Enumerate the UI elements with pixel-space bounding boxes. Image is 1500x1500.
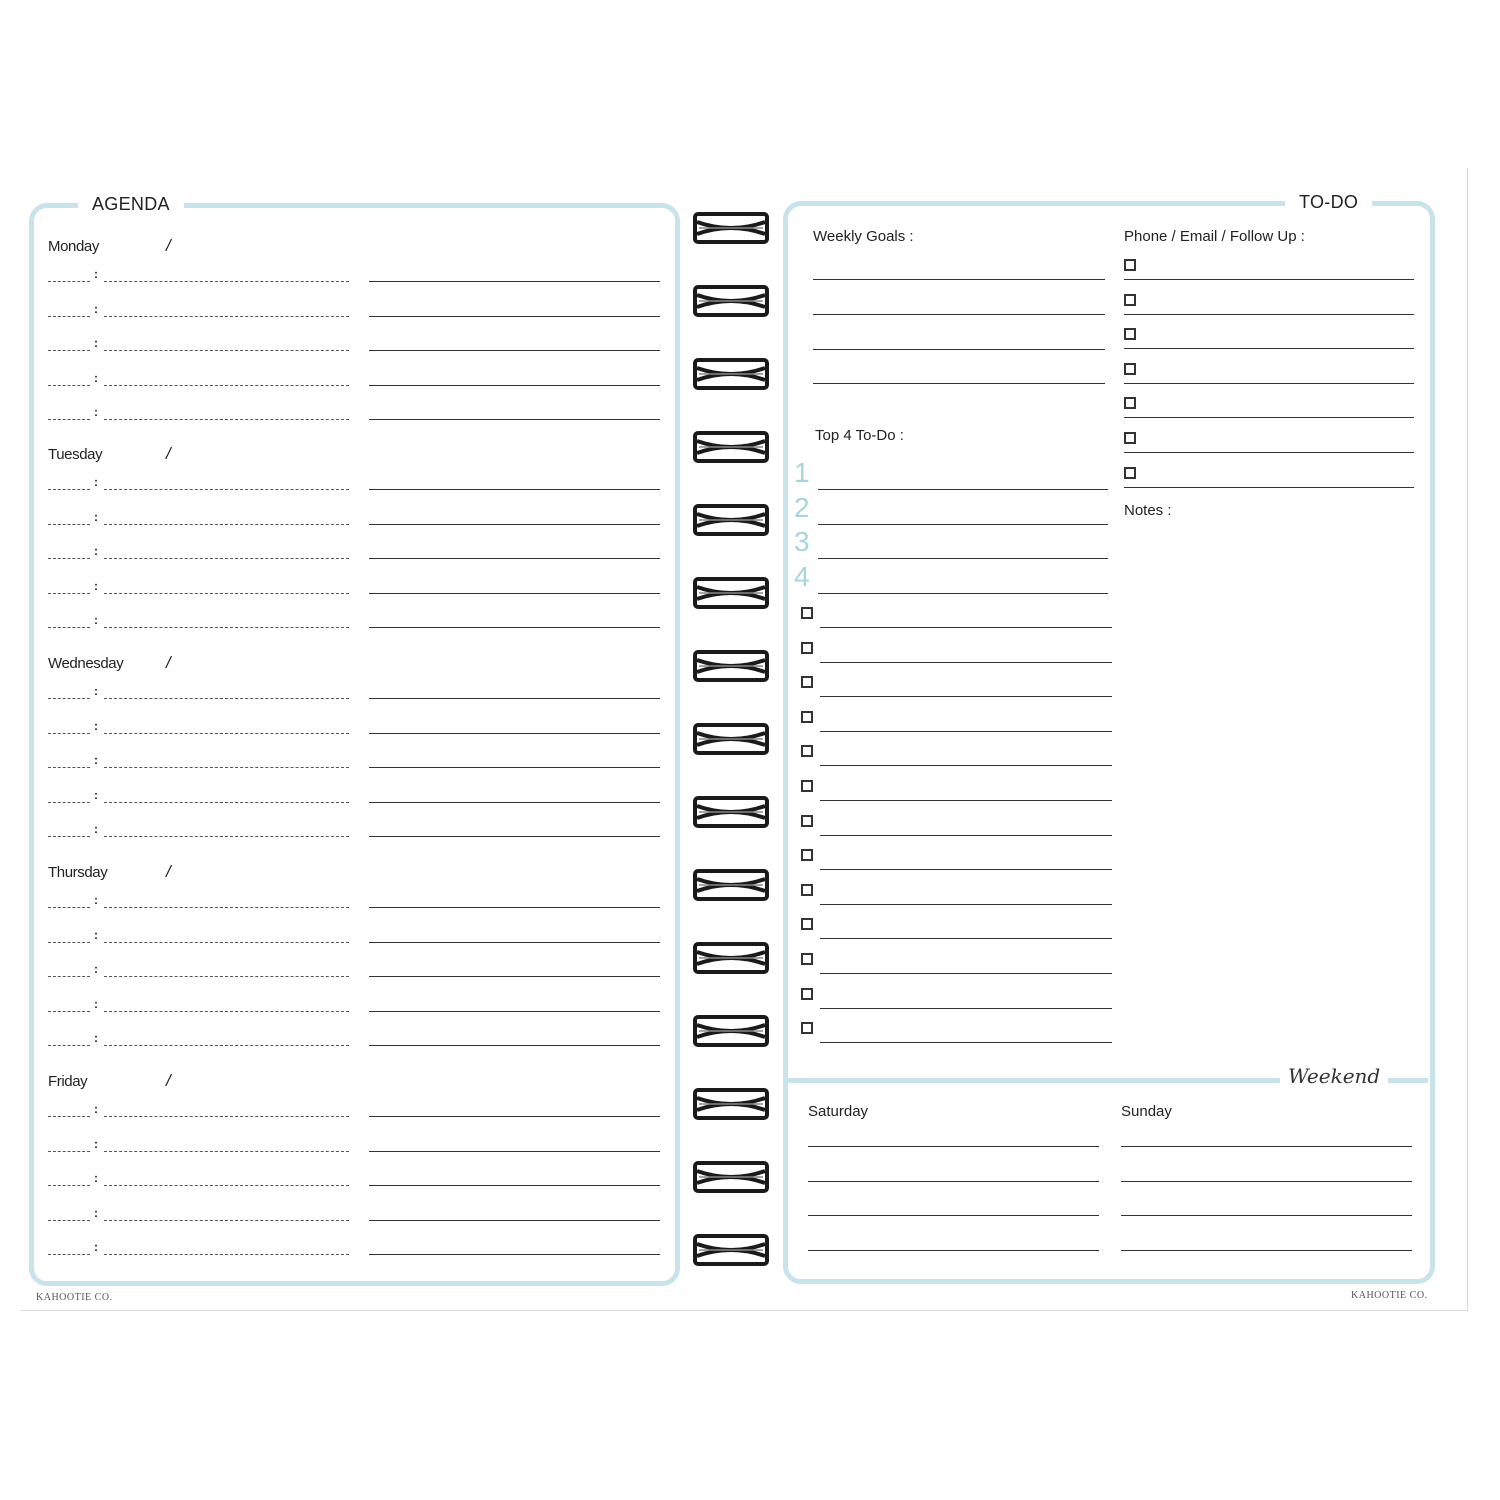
todo-panel bbox=[783, 201, 1435, 1284]
todo-line bbox=[820, 800, 1112, 801]
sunday-line bbox=[1121, 1215, 1412, 1216]
todo-line bbox=[820, 765, 1112, 766]
agenda-title: AGENDA bbox=[78, 194, 184, 215]
time-entry-blank bbox=[104, 1254, 349, 1255]
date-slash: / bbox=[166, 862, 171, 881]
notes-label: Notes : bbox=[1124, 502, 1172, 519]
checkbox-icon bbox=[801, 918, 813, 930]
checkbox-icon bbox=[801, 780, 813, 792]
saturday-line bbox=[808, 1181, 1099, 1182]
weekly-goal-line bbox=[813, 349, 1105, 350]
agenda-note-line bbox=[369, 976, 660, 977]
agenda-note-line bbox=[369, 419, 660, 420]
time-entry-blank bbox=[104, 419, 349, 420]
agenda-note-line bbox=[369, 1220, 660, 1221]
time-entry-blank bbox=[104, 767, 349, 768]
day-label-thursday: Thursday bbox=[48, 864, 108, 881]
date-slash: / bbox=[166, 653, 171, 672]
brand-right: KAHOOTIE CO. bbox=[1351, 1290, 1428, 1301]
todo-line bbox=[820, 938, 1112, 939]
checkbox-icon bbox=[1124, 363, 1136, 375]
agenda-panel bbox=[29, 203, 680, 1286]
checkbox-icon bbox=[801, 1022, 813, 1034]
agenda-note-line bbox=[369, 907, 660, 908]
time-hour-blank bbox=[48, 281, 90, 282]
time-entry-blank bbox=[104, 1011, 349, 1012]
agenda-note-line bbox=[369, 1045, 660, 1046]
agenda-note-line bbox=[369, 593, 660, 594]
day-label-friday: Friday bbox=[48, 1073, 88, 1090]
checkbox-icon bbox=[801, 988, 813, 1000]
weekly-goals-label: Weekly Goals : bbox=[813, 228, 914, 245]
todo-line bbox=[820, 1042, 1112, 1043]
spiral-ring bbox=[693, 942, 769, 974]
agenda-note-line bbox=[369, 316, 660, 317]
agenda-note-line bbox=[369, 558, 660, 559]
agenda-note-line bbox=[369, 1151, 660, 1152]
top4-number-2: 2 bbox=[794, 492, 810, 523]
time-entry-blank bbox=[104, 350, 349, 351]
spiral-ring bbox=[693, 504, 769, 536]
todo-line bbox=[820, 904, 1112, 905]
date-slash: / bbox=[166, 236, 171, 255]
time-entry-blank bbox=[104, 593, 349, 594]
time-hour-blank bbox=[48, 836, 90, 837]
checkbox-icon bbox=[801, 745, 813, 757]
time-colon: : bbox=[94, 996, 98, 1011]
agenda-note-line bbox=[369, 942, 660, 943]
checkbox-icon bbox=[1124, 294, 1136, 306]
time-entry-blank bbox=[104, 907, 349, 908]
time-colon: : bbox=[94, 1136, 98, 1151]
agenda-note-line bbox=[369, 385, 660, 386]
sunday-line bbox=[1121, 1146, 1412, 1147]
time-hour-blank bbox=[48, 698, 90, 699]
time-entry-blank bbox=[104, 1151, 349, 1152]
todo-line bbox=[820, 696, 1112, 697]
top4-line bbox=[818, 558, 1108, 559]
checkbox-icon bbox=[1124, 467, 1136, 479]
time-entry-blank bbox=[104, 976, 349, 977]
spiral-ring bbox=[693, 1015, 769, 1047]
time-entry-blank bbox=[104, 1220, 349, 1221]
agenda-note-line bbox=[369, 698, 660, 699]
agenda-note-line bbox=[369, 350, 660, 351]
agenda-note-line bbox=[369, 524, 660, 525]
todo-line bbox=[820, 662, 1112, 663]
time-hour-blank bbox=[48, 350, 90, 351]
time-colon: : bbox=[94, 405, 98, 420]
agenda-note-line bbox=[369, 1116, 660, 1117]
sunday-label: Sunday bbox=[1121, 1103, 1172, 1120]
date-slash: / bbox=[166, 444, 171, 463]
checkbox-icon bbox=[1124, 259, 1136, 271]
time-entry-blank bbox=[104, 281, 349, 282]
agenda-note-line bbox=[369, 802, 660, 803]
weekly-goal-line bbox=[813, 279, 1105, 280]
checkbox-icon bbox=[801, 849, 813, 861]
saturday-line bbox=[808, 1146, 1099, 1147]
time-hour-blank bbox=[48, 1151, 90, 1152]
time-hour-blank bbox=[48, 942, 90, 943]
spiral-ring bbox=[693, 577, 769, 609]
top4-todo-label: Top 4 To-Do : bbox=[815, 427, 904, 444]
weekly-goal-line bbox=[813, 314, 1105, 315]
followup-line bbox=[1124, 452, 1414, 453]
todo-title: TO-DO bbox=[1285, 192, 1372, 213]
agenda-note-line bbox=[369, 733, 660, 734]
brand-left: KAHOOTIE CO. bbox=[36, 1292, 113, 1303]
time-hour-blank bbox=[48, 593, 90, 594]
saturday-line bbox=[808, 1250, 1099, 1251]
weekly-goal-line bbox=[813, 383, 1105, 384]
day-label-monday: Monday bbox=[48, 238, 99, 255]
time-colon: : bbox=[94, 509, 98, 524]
time-hour-blank bbox=[48, 907, 90, 908]
time-colon: : bbox=[94, 1205, 98, 1220]
saturday-label: Saturday bbox=[808, 1103, 869, 1120]
time-colon: : bbox=[94, 927, 98, 942]
time-entry-blank bbox=[104, 836, 349, 837]
phone-email-followup-label: Phone / Email / Follow Up : bbox=[1124, 228, 1305, 245]
time-entry-blank bbox=[104, 627, 349, 628]
time-hour-blank bbox=[48, 385, 90, 386]
spiral-ring bbox=[693, 1161, 769, 1193]
spiral-ring bbox=[693, 723, 769, 755]
saturday-line bbox=[808, 1215, 1099, 1216]
agenda-note-line bbox=[369, 281, 660, 282]
time-colon: : bbox=[94, 1240, 98, 1255]
time-entry-blank bbox=[104, 1045, 349, 1046]
checkbox-icon bbox=[801, 607, 813, 619]
time-entry-blank bbox=[104, 316, 349, 317]
time-colon: : bbox=[94, 613, 98, 628]
checkbox-icon bbox=[801, 711, 813, 723]
agenda-note-line bbox=[369, 489, 660, 490]
time-hour-blank bbox=[48, 524, 90, 525]
time-colon: : bbox=[94, 1102, 98, 1116]
time-hour-blank bbox=[48, 1011, 90, 1012]
checkbox-icon bbox=[801, 676, 813, 688]
spiral-ring bbox=[693, 358, 769, 390]
time-colon: : bbox=[94, 962, 98, 977]
time-hour-blank bbox=[48, 1045, 90, 1046]
time-entry-blank bbox=[104, 1116, 349, 1117]
time-entry-blank bbox=[104, 802, 349, 803]
time-colon: : bbox=[94, 370, 98, 385]
followup-line bbox=[1124, 487, 1414, 488]
day-label-tuesday: Tuesday bbox=[48, 446, 103, 463]
agenda-note-line bbox=[369, 627, 660, 628]
time-colon: : bbox=[94, 822, 98, 837]
time-hour-blank bbox=[48, 1185, 90, 1186]
top4-number-3: 3 bbox=[794, 526, 810, 557]
time-colon: : bbox=[94, 578, 98, 593]
checkbox-icon bbox=[801, 953, 813, 965]
time-entry-blank bbox=[104, 489, 349, 490]
time-hour-blank bbox=[48, 489, 90, 490]
time-entry-blank bbox=[104, 698, 349, 699]
time-entry-blank bbox=[104, 1185, 349, 1186]
time-hour-blank bbox=[48, 1254, 90, 1255]
followup-line bbox=[1124, 417, 1414, 418]
time-hour-blank bbox=[48, 558, 90, 559]
time-hour-blank bbox=[48, 419, 90, 420]
time-colon: : bbox=[94, 753, 98, 768]
agenda-note-line bbox=[369, 1254, 660, 1255]
checkbox-icon bbox=[801, 642, 813, 654]
time-hour-blank bbox=[48, 802, 90, 803]
time-hour-blank bbox=[48, 767, 90, 768]
checkbox-icon bbox=[1124, 432, 1136, 444]
spiral-ring bbox=[693, 796, 769, 828]
time-entry-blank bbox=[104, 385, 349, 386]
sunday-line bbox=[1121, 1250, 1412, 1251]
checkbox-icon bbox=[801, 815, 813, 827]
spiral-ring bbox=[693, 212, 769, 244]
spiral-ring bbox=[693, 285, 769, 317]
spiral-ring bbox=[693, 1088, 769, 1120]
time-colon: : bbox=[94, 301, 98, 316]
followup-line bbox=[1124, 279, 1414, 280]
day-label-wednesday: Wednesday bbox=[48, 655, 124, 672]
top4-line bbox=[818, 593, 1108, 594]
top4-number-1: 1 bbox=[794, 457, 810, 488]
todo-line bbox=[820, 731, 1112, 732]
time-colon: : bbox=[94, 267, 98, 281]
time-colon: : bbox=[94, 787, 98, 802]
agenda-note-line bbox=[369, 836, 660, 837]
time-colon: : bbox=[94, 718, 98, 733]
time-entry-blank bbox=[104, 524, 349, 525]
followup-line bbox=[1124, 383, 1414, 384]
todo-line bbox=[820, 835, 1112, 836]
time-colon: : bbox=[94, 544, 98, 559]
time-hour-blank bbox=[48, 1220, 90, 1221]
followup-line bbox=[1124, 348, 1414, 349]
time-hour-blank bbox=[48, 627, 90, 628]
checkbox-icon bbox=[801, 884, 813, 896]
time-entry-blank bbox=[104, 558, 349, 559]
time-hour-blank bbox=[48, 316, 90, 317]
followup-line bbox=[1124, 314, 1414, 315]
time-colon: : bbox=[94, 684, 98, 698]
todo-line bbox=[820, 973, 1112, 974]
agenda-note-line bbox=[369, 1185, 660, 1186]
time-entry-blank bbox=[104, 942, 349, 943]
spiral-ring bbox=[693, 650, 769, 682]
time-colon: : bbox=[94, 336, 98, 351]
top4-line bbox=[818, 524, 1108, 525]
spiral-ring bbox=[693, 431, 769, 463]
checkbox-icon bbox=[1124, 328, 1136, 340]
checkbox-icon bbox=[1124, 397, 1136, 409]
spiral-ring bbox=[693, 1234, 769, 1266]
top4-line bbox=[818, 489, 1108, 490]
time-entry-blank bbox=[104, 733, 349, 734]
weekend-label: Weekend bbox=[1280, 1064, 1388, 1088]
time-colon: : bbox=[94, 893, 98, 907]
time-hour-blank bbox=[48, 976, 90, 977]
time-hour-blank bbox=[48, 733, 90, 734]
todo-line bbox=[820, 1008, 1112, 1009]
time-hour-blank bbox=[48, 1116, 90, 1117]
time-colon: : bbox=[94, 1171, 98, 1186]
time-colon: : bbox=[94, 475, 98, 489]
todo-line bbox=[820, 869, 1112, 870]
sunday-line bbox=[1121, 1181, 1412, 1182]
time-colon: : bbox=[94, 1031, 98, 1046]
top4-number-4: 4 bbox=[794, 561, 810, 592]
date-slash: / bbox=[166, 1071, 171, 1090]
agenda-note-line bbox=[369, 767, 660, 768]
spiral-ring bbox=[693, 869, 769, 901]
todo-line bbox=[820, 627, 1112, 628]
agenda-note-line bbox=[369, 1011, 660, 1012]
